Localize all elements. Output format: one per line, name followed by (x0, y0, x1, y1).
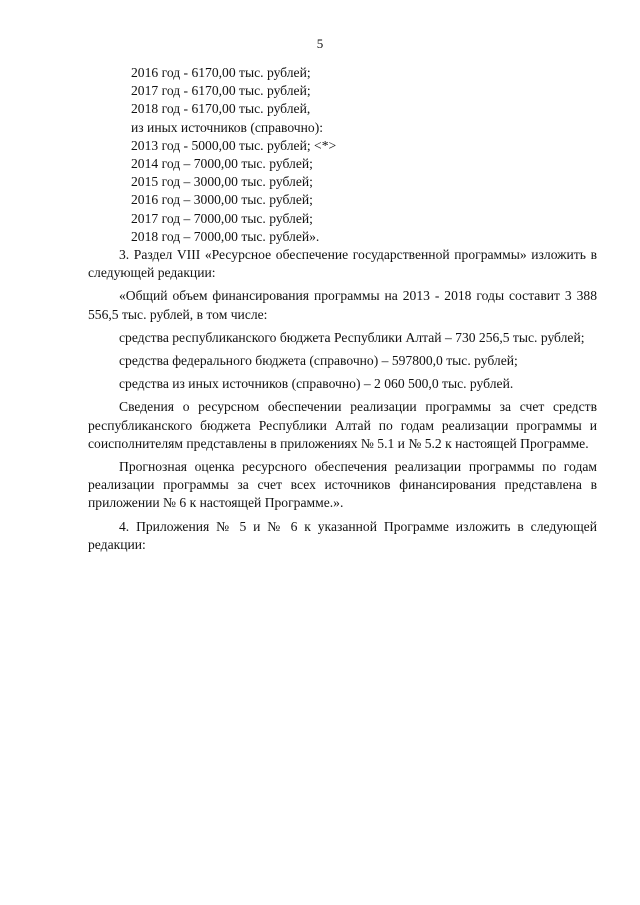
other-sources-line-2018: 2018 год – 7000,00 тыс. рублей». (131, 228, 320, 244)
paragraph-republic-budget: средства республиканского бюджета Республики Алтай – 730 256,5 тыс. рублей; (119, 329, 585, 345)
other-sources-line-2014: 2014 год – 7000,00 тыс. рублей; (131, 156, 313, 172)
other-sources-line-2016: 2016 год – 3000,00 тыс. рублей; (131, 192, 313, 208)
paragraph-section-viii: 3. Раздел VIII «Ресурсное обеспечение государственной программы» изложить в следующей редакции: (88, 247, 597, 281)
paragraph-forecast: Прогнозная оценка ресурсного обеспечения реализации программы по годам реализации программы за счет всех источников финансирования представлена в приложении № 6 к настоящей Программе.». (88, 459, 597, 511)
funding-line-2018: 2018 год - 6170,00 тыс. рублей, (131, 101, 311, 117)
paragraph-total-funding: «Общий объем финансирования программы на 2013 - 2018 годы составит 3 388 556,5 тыс. рублей, в том числе: (88, 288, 597, 322)
funding-line-2017: 2017 год - 6170,00 тыс. рублей; (131, 83, 311, 99)
other-sources-line-2013: 2013 год - 5000,00 тыс. рублей; <*> (131, 137, 337, 153)
funding-line-2016: 2016 год - 6170,00 тыс. рублей; (131, 65, 311, 80)
paragraph-other-sources: средства из иных источников (справочно) – 2 060 500,0 тыс. рублей. (119, 376, 514, 392)
page-number: 5 (316, 36, 324, 51)
paragraph-federal-budget: средства федерального бюджета (справочно) – 597800,0 тыс. рублей; (119, 353, 518, 369)
document-body (88, 64, 597, 554)
other-sources-line-2015: 2015 год – 3000,00 тыс. рублей; (131, 174, 313, 190)
paragraph-resource-info: Сведения о ресурсном обеспечении реализации программы за счет средств республиканского бюджета Республики Алтай по годам реализации программы и соисполнителям представлены в приложениях № 5.1 и № 5.2 к настоящей Программе. (88, 399, 597, 451)
other-sources-heading: из иных источников (справочно): (131, 119, 323, 135)
other-sources-line-2017: 2017 год – 7000,00 тыс. рублей; (131, 210, 313, 226)
paragraph-appendices: 4. Приложения № 5 и № 6 к указанной Программе изложить в следующей редакции: (88, 518, 597, 552)
